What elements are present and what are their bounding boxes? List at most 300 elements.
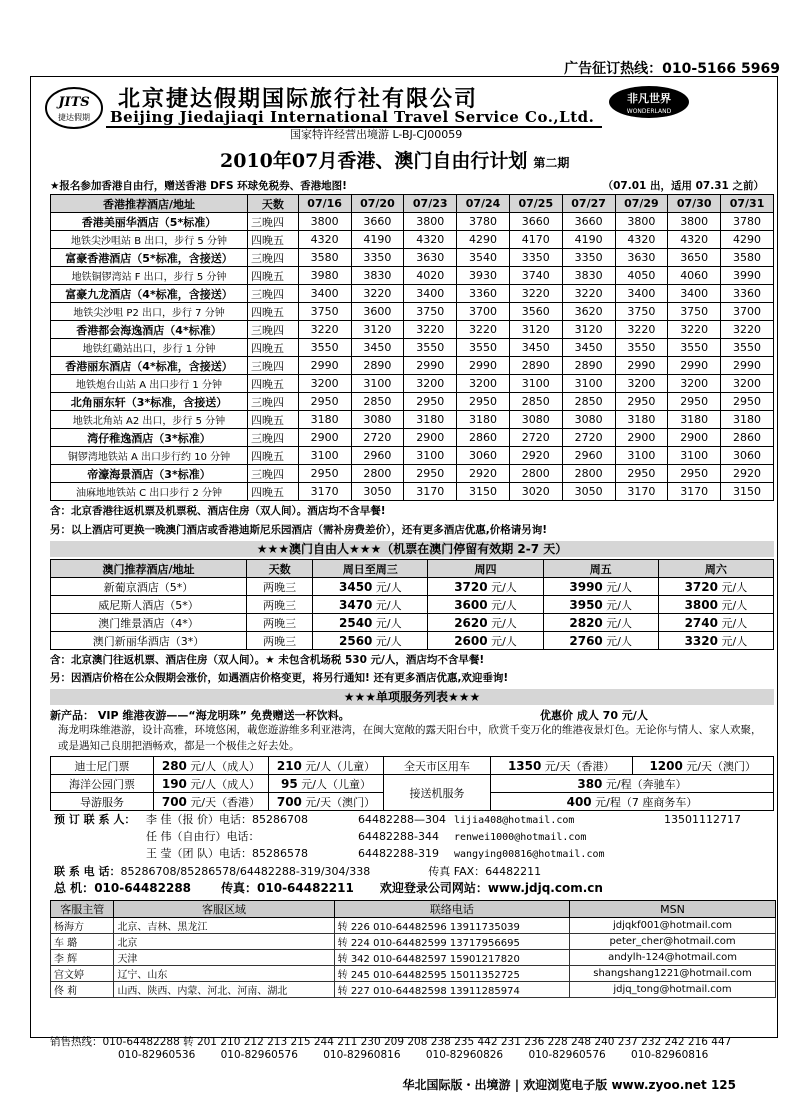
hk-header-cell: 07/24 (457, 195, 510, 213)
cs-cell: 杨海方 (51, 918, 114, 934)
price-cell (543, 632, 658, 650)
table-row (51, 465, 774, 483)
price-cell: 3660 (351, 213, 404, 231)
price-cell: 3150 (457, 483, 510, 501)
nights: 两晚三 (247, 614, 313, 632)
hotel-address: 地铁铜锣湾站 F 出口，步行 5 分钟 (51, 267, 248, 285)
hk-header-cell: 07/27 (562, 195, 615, 213)
price-cell: 3800 (298, 213, 351, 231)
price-cell: 3080 (562, 411, 615, 429)
price-cell: 2860 (457, 429, 510, 447)
price-cell: 3170 (615, 483, 668, 501)
guide-label: 导游服务 (51, 793, 154, 811)
hotel-name: 北角丽东轩（3*标准，含接送） (51, 393, 248, 411)
price-cell: 3220 (509, 285, 562, 303)
price-cell: 2950 (615, 393, 668, 411)
price-cell: 3220 (668, 321, 721, 339)
nights: 四晚五 (248, 411, 299, 429)
cs-cell: 北京 (114, 934, 334, 950)
nights: 三晚四 (248, 321, 299, 339)
price-unit: 元/人 (721, 634, 748, 648)
hk-header-cell: 07/23 (404, 195, 457, 213)
cs-cell: jdjq_tong@hotmail.com (570, 982, 776, 998)
price-cell: 3100 (298, 447, 351, 465)
macau-hotel: 澳门新丽华酒店（3*） (51, 632, 247, 650)
hotel-name: 富豪九龙酒店（4*标准，含接送） (51, 285, 248, 303)
price-unit: 元/人 (491, 616, 517, 630)
price-cell: 3700 (721, 303, 774, 321)
price-cell: 2950 (298, 465, 351, 483)
price-cell: 4190 (351, 231, 404, 249)
price-cell: 3170 (668, 483, 721, 501)
transfer-van: 400 元/程（7 座商务车） (491, 793, 774, 811)
company-name-en: Beijing Jiedajiaqi International Travel Service Co.,Ltd. (110, 108, 595, 126)
price-cell: 3800 (668, 213, 721, 231)
disney-child: 210 元/人（儿童） (269, 757, 384, 775)
price-cell: 2900 (298, 429, 351, 447)
price-cell: 3220 (562, 285, 615, 303)
contact-name: 王 莹（团 队）电话：85286578 (146, 847, 308, 860)
price-cell (543, 596, 658, 614)
price-cell: 2990 (721, 357, 774, 375)
macau-note-1: 含：北京澳门往返机票、酒店住房（双人间）。★ 未包含机场税 530 元/人，酒店均不含早餐! (50, 654, 485, 666)
price-cell: 3540 (457, 249, 510, 267)
price-cell: 3220 (351, 285, 404, 303)
price-cell: 2900 (404, 429, 457, 447)
cs-cell: 天津 (114, 950, 334, 966)
table-row (51, 339, 774, 357)
price-cell (428, 614, 543, 632)
disney-label: 迪士尼门票 (51, 757, 154, 775)
nights: 三晚四 (248, 285, 299, 303)
price-unit: 元/人 (606, 580, 632, 594)
price-unit: 元/人 (491, 580, 517, 594)
cs-cell: shangshang1221@hotmail.com (570, 966, 776, 982)
cs-cell: 山西、陕西、内蒙、河北、河南、湖北 (114, 982, 334, 998)
price-cell: 3220 (457, 321, 510, 339)
price-cell: 3600 (351, 303, 404, 321)
table-row (51, 596, 774, 614)
title-sub: 第二期 (533, 156, 570, 170)
table-row (51, 393, 774, 411)
price-cell: 3350 (509, 249, 562, 267)
price-cell: 4320 (615, 231, 668, 249)
price-cell: 2950 (457, 393, 510, 411)
price-cell: 3150 (721, 483, 774, 501)
table-row (51, 918, 776, 934)
price-cell: 3400 (298, 285, 351, 303)
price-cell: 3400 (404, 285, 457, 303)
cs-cell: 北京、吉林、黑龙江 (114, 918, 334, 934)
price-cell: 2900 (668, 429, 721, 447)
price-cell: 3220 (404, 321, 457, 339)
price-cell: 3180 (298, 411, 351, 429)
service-row (51, 757, 774, 775)
nights: 三晚四 (248, 213, 299, 231)
price-unit: 元/人 (721, 580, 748, 594)
ocean-child: 95 元/人（儿童） (269, 775, 384, 793)
price-cell: 2900 (615, 429, 668, 447)
price-value: 3990 (569, 579, 603, 594)
contact-name: 任 伟（自由行）电话： (146, 830, 260, 843)
price-cell: 3120 (351, 321, 404, 339)
macau-header-cell: 周四 (428, 560, 543, 578)
new-product (50, 707, 774, 723)
contact-person (54, 829, 741, 846)
table-row (51, 303, 774, 321)
price-cell: 4050 (615, 267, 668, 285)
price-cell: 3620 (562, 303, 615, 321)
price-cell: 3120 (509, 321, 562, 339)
price-cell: 3200 (721, 375, 774, 393)
cs-header-row (51, 901, 776, 918)
price-cell (658, 632, 773, 650)
price-cell: 3780 (457, 213, 510, 231)
hk-note-2: 另：以上酒店可更换一晚澳门酒店或香港迪斯尼乐园酒店（需补房费差价），还有更多酒店优惠,价格请另询! (50, 524, 548, 536)
price-cell (658, 578, 773, 596)
car-hk: 1350 元/天（香港） (491, 757, 633, 775)
hk-header-row (51, 195, 774, 213)
price-cell: 3700 (457, 303, 510, 321)
price-unit: 元/人 (375, 598, 402, 612)
table-row (51, 950, 776, 966)
price-cell: 3180 (615, 411, 668, 429)
price-cell: 3550 (668, 339, 721, 357)
price-cell: 3350 (562, 249, 615, 267)
cs-cell: 转 342 010-64482597 15901217820 (334, 950, 569, 966)
cs-cell: jdjqkf001@hotmail.com (570, 918, 776, 934)
contact-phones: 联 系 电 话：85286708/85286578/64482288-319/304/338 传真 FAX：64482211 (54, 865, 542, 878)
price-cell: 3550 (457, 339, 510, 357)
price-value: 3320 (684, 633, 718, 648)
price-cell (658, 614, 773, 632)
price-cell: 4320 (298, 231, 351, 249)
hotel-address: 油麻地地铁站 C 出口步行 2 分钟 (51, 483, 248, 501)
macau-header-row (51, 560, 774, 578)
price-cell: 3660 (509, 213, 562, 231)
price-cell: 2920 (721, 465, 774, 483)
nights: 四晚五 (248, 231, 299, 249)
hotline-2: 010-82960536 010-82960576 010-82960816 010-82960826 010-82960576 010-82960816 (118, 1049, 709, 1061)
hotel-address: 地铁尖沙咀站 B 出口，步行 5 分钟 (51, 231, 248, 249)
price-cell: 3200 (668, 375, 721, 393)
price-cell: 3180 (721, 411, 774, 429)
table-row (51, 285, 774, 303)
logo-text: JITS (58, 95, 90, 110)
price-cell: 3200 (615, 375, 668, 393)
price-cell: 2850 (351, 393, 404, 411)
contact-mobile: 13501112717 (664, 813, 741, 826)
price-value: 3950 (569, 597, 603, 612)
table-row (51, 429, 774, 447)
price-cell: 3220 (721, 321, 774, 339)
new-label: 新产品： (50, 709, 94, 722)
contact-email: renwei1000@hotmail.com (454, 832, 587, 843)
macau-header-cell: 澳门推荐酒店/地址 (51, 560, 247, 578)
price-cell (543, 578, 658, 596)
price-value: 3720 (454, 579, 488, 594)
price-cell: 3060 (721, 447, 774, 465)
hotel-address: 地铁北角站 A2 出口，步行 5 分钟 (51, 411, 248, 429)
price-cell: 4320 (668, 231, 721, 249)
macau-price-table (50, 559, 774, 650)
contact-label: 预 订 联 系 人： (54, 813, 136, 826)
price-cell: 2990 (404, 357, 457, 375)
price-cell: 3630 (615, 249, 668, 267)
logo-sub: 捷达假期 (58, 113, 90, 122)
macau-header-cell: 周五 (543, 560, 658, 578)
hotel-address: 地铁炮台山站 A 出口步行 1 分钟 (51, 375, 248, 393)
cs-cell: 转 224 010-64482599 13717956695 (334, 934, 569, 950)
contact-person (54, 846, 741, 863)
nights: 三晚四 (248, 429, 299, 447)
price-cell (428, 632, 543, 650)
wonderland-cn: 非凡世界 (627, 92, 671, 105)
table-row (51, 213, 774, 231)
price-cell: 3450 (562, 339, 615, 357)
price-cell: 3830 (351, 267, 404, 285)
price-cell: 3830 (562, 267, 615, 285)
hk-header-cell: 07/25 (509, 195, 562, 213)
price-cell: 2720 (509, 429, 562, 447)
sales-hotline (50, 1036, 731, 1062)
price-cell: 3200 (457, 375, 510, 393)
macau-header-cell: 周六 (658, 560, 773, 578)
price-cell: 4290 (457, 231, 510, 249)
price-cell: 3050 (562, 483, 615, 501)
cs-cell: 佟 莉 (51, 982, 114, 998)
price-cell: 3100 (615, 447, 668, 465)
services-table (50, 756, 774, 811)
price-value: 3470 (339, 597, 373, 612)
price-cell: 2800 (351, 465, 404, 483)
price-value: 3450 (339, 579, 373, 594)
nights: 四晚五 (248, 483, 299, 501)
price-cell: 2990 (457, 357, 510, 375)
price-cell: 3450 (351, 339, 404, 357)
price-value: 2560 (339, 633, 373, 648)
disney-adult: 280 元/人（成人） (154, 757, 269, 775)
macau-hotel: 新葡京酒店（5*） (51, 578, 247, 596)
price-cell: 3780 (721, 213, 774, 231)
hk-header-cell: 07/30 (668, 195, 721, 213)
price-cell: 2990 (668, 357, 721, 375)
price-cell: 3660 (562, 213, 615, 231)
price-cell: 3180 (457, 411, 510, 429)
macau-hotel: 澳门维景酒店（4*） (51, 614, 247, 632)
price-cell: 4190 (562, 231, 615, 249)
macau-note-2: 另：因酒店价格在公众假期会涨价，如遇酒店价格变更，将另行通知! 还有更多酒店优惠,欢迎垂询! (50, 672, 509, 684)
macau-hotel: 威尼斯人酒店（5*） (51, 596, 247, 614)
price-cell: 3360 (457, 285, 510, 303)
hotel-name: 富豪香港酒店（5*标准，含接送） (51, 249, 248, 267)
table-row (51, 934, 776, 950)
price-cell: 3220 (615, 321, 668, 339)
price-cell: 2720 (562, 429, 615, 447)
table-row (51, 267, 774, 285)
price-cell: 3400 (615, 285, 668, 303)
services-banner: ★★★单项服务列表★★★ (50, 689, 774, 705)
cs-header-cell: 联络电话 (334, 901, 569, 918)
nights: 两晚三 (247, 596, 313, 614)
price-cell: 3100 (562, 375, 615, 393)
price-cell: 3800 (404, 213, 457, 231)
price-cell: 3180 (404, 411, 457, 429)
hotel-address: 地铁红磡站出口，步行 1 分钟 (51, 339, 248, 357)
hotel-name: 香港丽东酒店（4*标准，含接送） (51, 357, 248, 375)
nights: 两晚三 (247, 632, 313, 650)
ad-hotline: 广告征订热线：010-5166 5969 (564, 61, 780, 77)
price-cell: 3360 (721, 285, 774, 303)
wonderland-en: WONDERLAND (626, 108, 672, 115)
cs-cell: peter_cher@hotmail.com (570, 934, 776, 950)
hotel-address: 铜锣湾地铁站 A 出口步行约 10 分钟 (51, 447, 248, 465)
price-unit: 元/人 (375, 634, 402, 648)
price-value: 2740 (684, 615, 718, 630)
price-cell: 3750 (668, 303, 721, 321)
hotel-name: 香港美丽华酒店（5*标准） (51, 213, 248, 231)
price-cell: 2890 (351, 357, 404, 375)
price-unit: 元/人 (375, 580, 402, 594)
license: 国家特许经营出境游 L-BJ-CJ00059 (290, 128, 463, 141)
price-cell: 3930 (457, 267, 510, 285)
price-cell: 3200 (404, 375, 457, 393)
contact-phone: 64482288—304 (358, 813, 446, 826)
macau-header-cell: 周日至周三 (313, 560, 428, 578)
price-cell: 3650 (668, 249, 721, 267)
contact-main: 总 机：010-64482288 传真：010-64482211 欢迎登录公司网站：www.jdjq.com.cn (54, 881, 603, 895)
price-value: 2760 (569, 633, 603, 648)
transfer-label: 接送机服务 (384, 775, 491, 811)
car-label: 全天市区用车 (384, 757, 491, 775)
price-cell: 2990 (615, 357, 668, 375)
table-row (51, 411, 774, 429)
nights: 四晚五 (248, 447, 299, 465)
price-cell: 3060 (457, 447, 510, 465)
price-cell: 3750 (298, 303, 351, 321)
price-cell (313, 596, 428, 614)
price-cell: 3400 (668, 285, 721, 303)
nights: 四晚五 (248, 267, 299, 285)
cs-cell: 转 245 010-64482595 15011352725 (334, 966, 569, 982)
price-cell: 4320 (404, 231, 457, 249)
nights: 四晚五 (248, 375, 299, 393)
customer-service-table (50, 900, 776, 998)
price-cell: 3630 (404, 249, 457, 267)
cs-cell: 转 227 010-64482598 13911285974 (334, 982, 569, 998)
price-cell: 2850 (562, 393, 615, 411)
price-value: 2820 (569, 615, 603, 630)
hk-header-cell: 07/31 (721, 195, 774, 213)
contact-person (54, 812, 741, 829)
cs-cell: andylh-124@hotmail.com (570, 950, 776, 966)
company-logo (44, 84, 104, 132)
price-cell: 2860 (721, 429, 774, 447)
notice-left: ★报名参加香港自由行，赠送香港 DFS 环球免税券、香港地图! (50, 180, 347, 192)
contact-phone: 64482288-344 (358, 830, 439, 843)
price-cell: 2720 (351, 429, 404, 447)
ocean-label: 海洋公园门票 (51, 775, 154, 793)
price-cell (658, 596, 773, 614)
hotel-name: 香港都会海逸酒店（4*标准） (51, 321, 248, 339)
price-cell: 4020 (404, 267, 457, 285)
price-cell: 3550 (615, 339, 668, 357)
price-cell: 3350 (351, 249, 404, 267)
table-row (51, 483, 774, 501)
cs-cell: 李 辉 (51, 950, 114, 966)
hk-header-cell: 07/29 (615, 195, 668, 213)
nights: 三晚四 (248, 357, 299, 375)
table-row (51, 321, 774, 339)
cs-header-cell: MSN (570, 901, 776, 918)
price-cell: 2960 (351, 447, 404, 465)
price-value: 3800 (684, 597, 718, 612)
price-cell: 3580 (298, 249, 351, 267)
nights: 四晚五 (248, 303, 299, 321)
contact-email: lijia408@hotmail.com (454, 815, 575, 826)
cs-header-cell: 客服区域 (114, 901, 334, 918)
price-cell: 2950 (298, 393, 351, 411)
price-unit: 元/人 (721, 616, 748, 630)
price-cell: 3740 (509, 267, 562, 285)
price-cell: 3080 (509, 411, 562, 429)
table-row (51, 982, 776, 998)
hk-note-1: 含：北京香港往返机票及机票税、酒店住房（双人间）。酒店均不含早餐! (50, 505, 386, 517)
table-row (51, 447, 774, 465)
price-cell (543, 614, 658, 632)
notice-right: （07.01 出，适用 07.31 之前） (602, 180, 764, 192)
price-cell: 2950 (668, 393, 721, 411)
price-cell: 2950 (404, 393, 457, 411)
table-row (51, 632, 774, 650)
page-title (220, 146, 569, 173)
contact-name: 李 佳（报 价）电话：85286708 (146, 813, 308, 826)
table-row (51, 249, 774, 267)
cs-cell: 车 璐 (51, 934, 114, 950)
price-cell: 3050 (351, 483, 404, 501)
contact-email: wangying00816@hotmail.com (454, 849, 605, 860)
cs-cell: 宫文婷 (51, 966, 114, 982)
price-cell (313, 632, 428, 650)
table-row (51, 578, 774, 596)
cs-cell: 转 226 010-64482596 13911735039 (334, 918, 569, 934)
macau-header-cell: 天数 (247, 560, 313, 578)
price-cell: 2950 (615, 465, 668, 483)
price-cell: 3750 (615, 303, 668, 321)
hk-header-cell: 天数 (248, 195, 299, 213)
wonderland-logo (608, 84, 690, 120)
price-unit: 元/人 (491, 634, 517, 648)
table-row (51, 357, 774, 375)
hotline-1: 销售热线：010-64482288 转 201 210 212 213 215 244 211 230 209 208 238 235 442 231 236 228 248 240 237 232 242 216 447 (50, 1036, 732, 1048)
price-cell: 3800 (615, 213, 668, 231)
table-row (51, 231, 774, 249)
price-unit: 元/人 (606, 598, 632, 612)
price-unit: 元/人 (491, 598, 517, 612)
hk-header-cell: 香港推荐酒店/地址 (51, 195, 248, 213)
price-cell: 2800 (562, 465, 615, 483)
hk-header-cell: 07/16 (298, 195, 351, 213)
price-cell: 4060 (668, 267, 721, 285)
price-cell: 3120 (562, 321, 615, 339)
price-cell: 3580 (721, 249, 774, 267)
price-cell: 3550 (298, 339, 351, 357)
table-row (51, 966, 776, 982)
price-cell: 3220 (298, 321, 351, 339)
service-row (51, 775, 774, 793)
price-cell: 4290 (721, 231, 774, 249)
price-cell: 2950 (668, 465, 721, 483)
